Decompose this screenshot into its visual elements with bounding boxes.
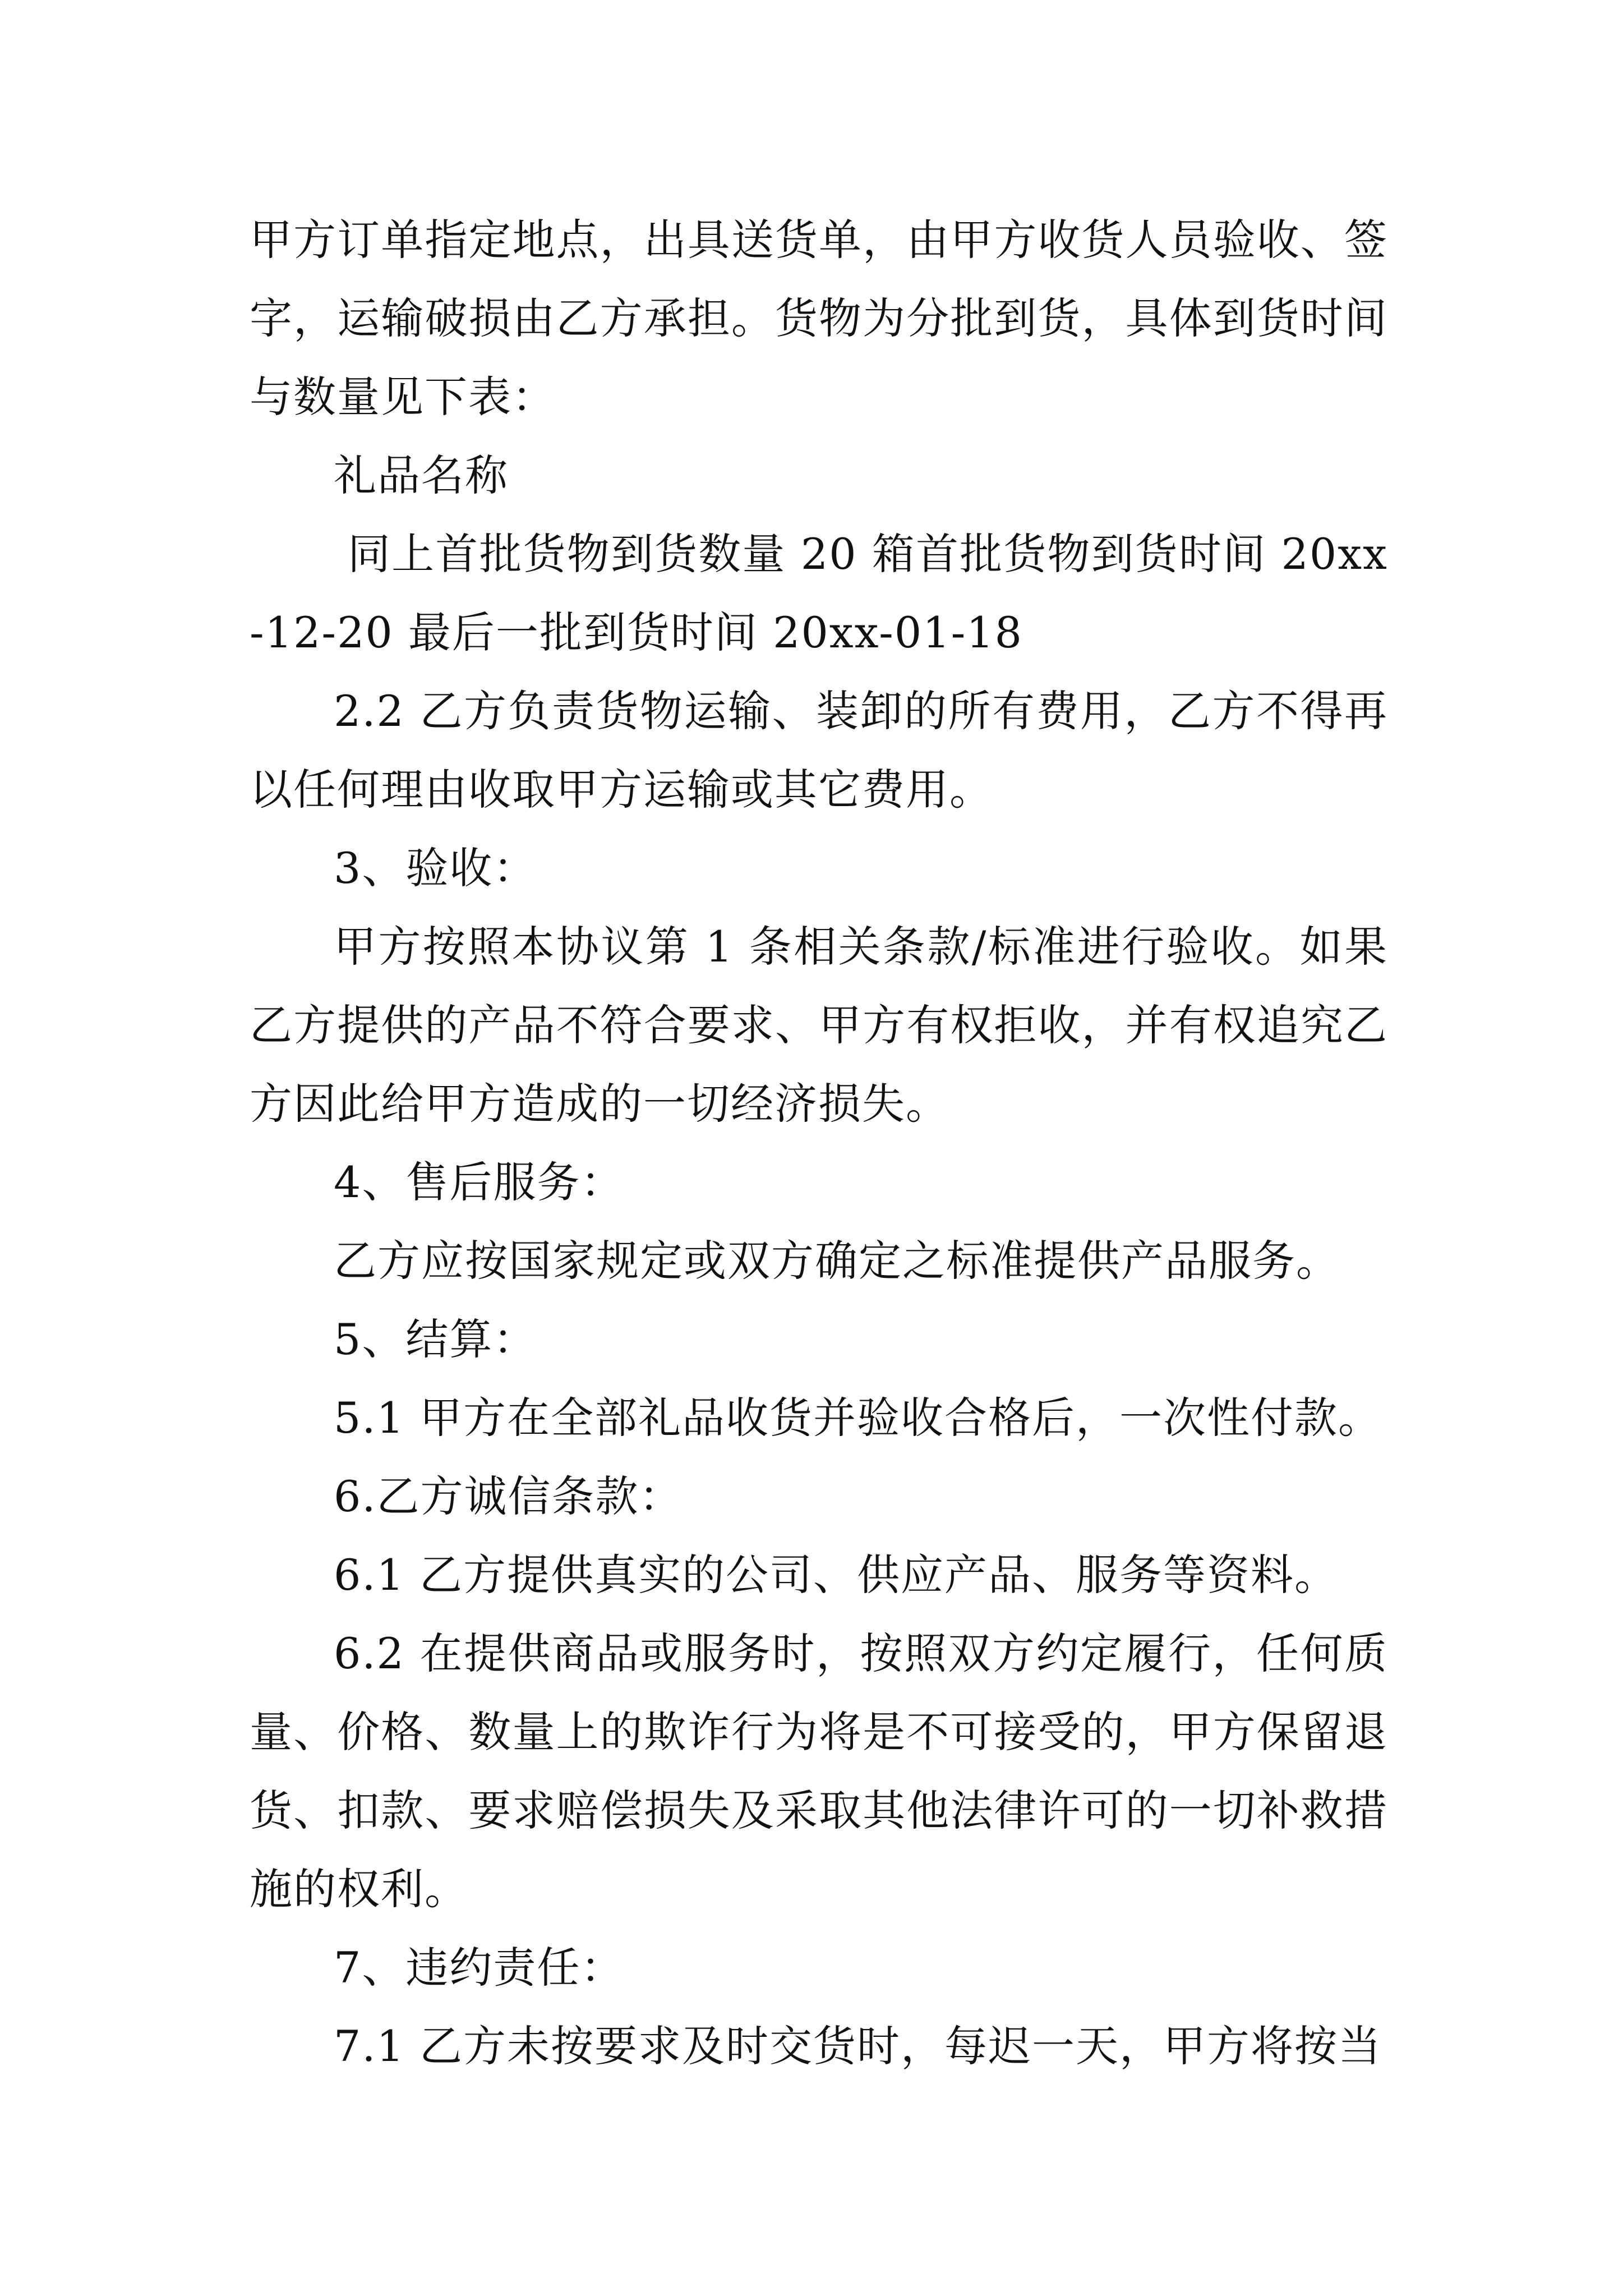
paragraph-delivery-terms: 甲方订单指定地点，出具送货单，由甲方收货人员验收、签字，运输破损由乙方承担。货物为分批到货，具体到货时间与数量见下表： <box>250 215 1388 422</box>
paragraph-acceptance: 甲方按照本协议第 1 条相关条款/标准进行验收。如果乙方提供的产品不符合要求、甲方有权拒收，并有权追究乙方因此给甲方造成的一切经济损失。 <box>250 922 1388 1129</box>
heading-settlement: 5、结算： <box>334 1314 537 1364</box>
heading-liability: 7、违约责任： <box>334 1943 625 1993</box>
paragraph-after-sales: 乙方应按国家规定或双方确定之标准提供产品服务。 <box>334 1236 1340 1286</box>
paragraph-clause-6-2: 6.2 在提供商品或服务时，按照双方约定履行，任何质量、价格、数量上的欺诈行为将是不可接受的，甲方保留退货、扣款、要求赔偿损失及采取其他法律许可的一切补救措施的权利。 <box>250 1628 1388 1914</box>
heading-after-sales: 4、售后服务： <box>334 1157 625 1207</box>
heading-integrity: 6.乙方诚信条款： <box>334 1471 683 1521</box>
paragraph-clause-2-2: 2.2 乙方负责货物运输、装卸的所有费用，乙方不得再以任何理由收取甲方运输或其它费用。 <box>250 686 1388 815</box>
paragraph-delivery-schedule: 同上首批货物到货数量 20 箱首批货物到货时间 20xx-12-20 最后一批到货时间 20xx-01-18 <box>250 529 1388 657</box>
paragraph-clause-7-1: 7.1 乙方未按要求及时交货时，每迟一天，甲方将按当 <box>334 2021 1382 2071</box>
heading-acceptance: 3、验收： <box>334 843 537 893</box>
paragraph-gift-name: 礼品名称 <box>334 450 509 500</box>
paragraph-clause-5-1: 5.1 甲方在全部礼品收货并验收合格后，一次性付款。 <box>334 1393 1382 1443</box>
paragraph-clause-6-1: 6.1 乙方提供真实的公司、供应产品、服务等资料。 <box>334 1550 1339 1600</box>
document-body <box>250 201 1388 2086</box>
